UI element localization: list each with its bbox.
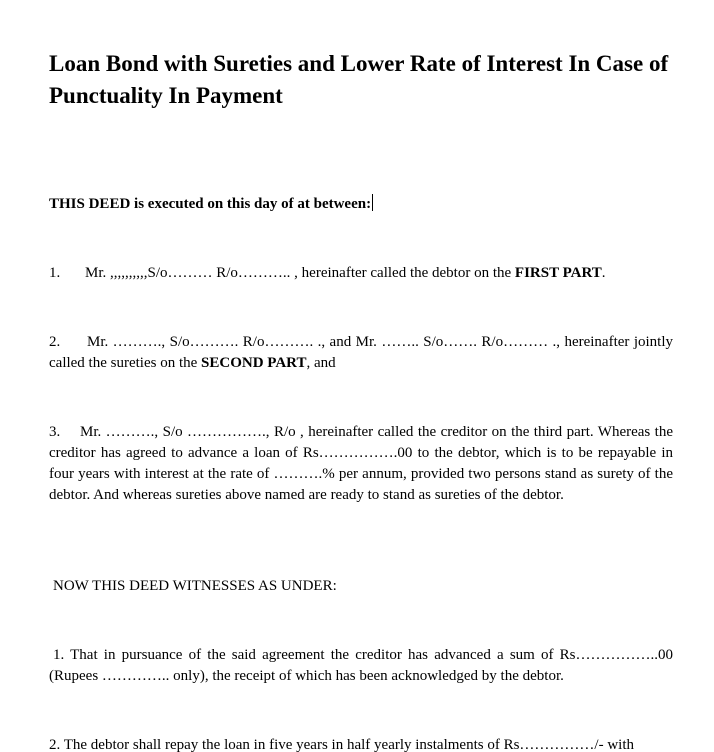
- party-two-text: Mr. ………., S/o………. R/o………. ., and Mr. …….. S/o……. R/o……… ., hereinafter jointly called the sureties on the: [49, 334, 673, 371]
- clause-one-text: 1. That in pursuance of the said agreement the creditor has advanced a sum of Rs……………..00 (Rupees ………….. only), the receipt of which has been acknowledged by the debtor.: [49, 647, 673, 684]
- document-title: Loan Bond with Sureties and Lower Rate of Interest In Case of Punctuality In Payment: [49, 51, 669, 108]
- party-two-paragraph: [49, 332, 673, 374]
- deed-intro[interactable]: [49, 194, 673, 215]
- clause-one: [49, 645, 673, 687]
- party-one-text: Mr. ,,,,,,,,,,S/o……… R/o……….. , hereinafter called the debtor on the: [85, 265, 515, 281]
- deed-intro-text: THIS DEED is executed on this day of at between:: [49, 196, 372, 212]
- party-one-number: 1.: [49, 265, 61, 281]
- clause-two: 2. The debtor shall repay the loan in five years in half yearly instalments of Rs……………/- with: [49, 737, 635, 752]
- party-three-text: Mr. ………., S/o ……………., R/o , hereinafter called the creditor on the third part. Whereas the creditor has agreed to advance a loan of Rs…………….00 to the debtor, which is to be repayable in four years with interest at the rate of ……….% per annum, provided two persons stand as surety of the debtor. And whereas sureties above named are ready to stand as sureties of the debtor.: [49, 424, 673, 503]
- text-cursor: [372, 194, 373, 211]
- party-one-paragraph: [49, 263, 673, 284]
- party-one-bold: FIRST PART: [514, 265, 602, 281]
- party-two-number: 2.: [49, 334, 61, 350]
- party-two-end: , and: [306, 355, 336, 371]
- party-two-bold: SECOND PART: [201, 355, 307, 371]
- party-one-end: .: [601, 265, 606, 281]
- party-three-number: 3.: [49, 424, 61, 440]
- witnesses-heading: NOW THIS DEED WITNESSES AS UNDER:: [53, 578, 337, 594]
- party-three-paragraph: [49, 422, 673, 506]
